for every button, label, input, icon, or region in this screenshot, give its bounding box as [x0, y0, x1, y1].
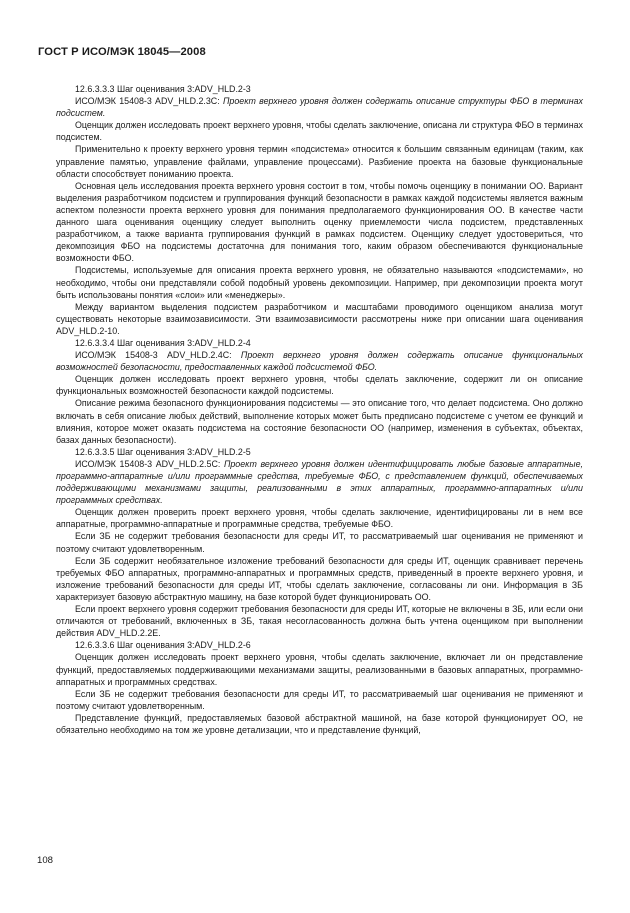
body-paragraph: Основная цель исследования проекта верхнего уровня состоит в том, чтобы помочь оценщику в понимании ОО. Вариант выделения разработчиком подсистем и группирования функций безопасности в рамках каждой подсистемы является важным аспектом полезности проекта верхнего уровня для понимания предполагаемого функционирования ОО. В качестве части данного шага оценивания оценщику следует выполнить оценку приемлемости числа подсистем, представленных разработчиком, а также варианта группирования функций в рамках подсистем. Оценщику следует удостовериться, что декомпозиция ФБО на подсистемы достаточна для понимания того, каким образом обеспечиваются функциональные возможности ФБО. — [56, 180, 583, 264]
body-paragraph: Если проект верхнего уровня содержит требования безопасности для среды ИТ, которые не включены в ЗБ, или если они отличаются от требований, включенных в ЗБ, такая несогласованность должна быть учтена оценщиком при выполнении действия ADV_HLD.2.2Е. — [56, 604, 583, 639]
body-paragraph: Применительно к проекту верхнего уровня термин «подсистема» относится к большим связанным единицам (таким, как управление памятью, управление файлами, управление процессами). Разбиение проекта на базовые функциональные области способствует пониманию проекта. — [56, 144, 583, 179]
body-paragraph: Если ЗБ не содержит требования безопасности для среды ИТ, то рассматриваемый шаг оценивания не применяют и поэтому считают удовлетворенным. — [56, 688, 583, 711]
body-paragraph: Между вариантом выделения подсистем разработчиком и масштабами проводимого оценщиком анализа могут существовать некоторые взаимозависимости. Эти взаимозависимости рассмотрены ниже при описании шага оценивания ADV_HLD.2-10. — [56, 301, 583, 336]
body-paragraph: Подсистемы, используемые для описания проекта верхнего уровня, не обязательно называются «подсистемами», но необходимо, чтобы они представляли собой подобный уровень декомпозиции. Например, при декомпозиции проекта могут быть использованы понятия «слои» или «менеджеры». — [56, 265, 583, 300]
body-paragraph: Оценщик должен исследовать проект верхнего уровня, чтобы сделать заключение, содержит ли он описание функциональных возможностей безопасности каждой подсистемы. — [56, 374, 583, 397]
section-heading: 12.6.3.3.5 Шаг оценивания 3:ADV_HLD.2-5 — [75, 446, 251, 457]
body-paragraph: Оценщик должен проверить проект верхнего уровня, чтобы сделать заключение, идентифицированы ли в нем все аппаратные, программно-аппаратные и программные средства, требуемые ФБО. — [56, 507, 583, 530]
body-paragraph: Если ЗБ содержит необязательное изложение требований безопасности для среды ИТ, оценщик сравнивает перечень требуемых ФБО аппаратных, программно-аппаратных и программных средств, приведенный в проекте верхнего уровня, и изложение требований безопасности для среды ИТ, чтобы сделать заключение, согласованы ли они. Информация в ЗБ характеризует базовую абстрактную машину, на базе которой будет функционировать ОО. — [56, 555, 583, 602]
section-heading: 12.6.3.3.6 Шаг оценивания 3:ADV_HLD.2-6 — [75, 640, 251, 651]
body-paragraph: Оценщик должен исследовать проект верхнего уровня, чтобы сделать заключение, включает ли он представление функций, предоставляемых поддерживающими механизмами защиты, реализованными в базовых аппаратных, программно-аппаратных и программных средствах. — [56, 652, 583, 687]
requirement-paragraph: ИСО/МЭК 15408-3 ADV_HLD.2.5С: Проект верхнего уровня должен идентифицировать любые базовые аппаратные, программно-аппаратные и/или программные средства, требуемые ФБО, с представлением функций, обеспечиваемых поддерживающими механизмами защиты, реализованными в этих аппаратных, программно-аппаратных и/или программных средствах. — [56, 458, 583, 506]
section-heading: 12.6.3.3.4 Шаг оценивания 3:ADV_HLD.2-4 — [75, 337, 251, 348]
document-header: ГОСТ Р ИСО/МЭК 18045—2008 — [38, 46, 206, 58]
section-heading: 12.6.3.3.3 Шаг оценивания 3:ADV_HLD.2-3 — [75, 84, 251, 94]
body-paragraph: Если ЗБ не содержит требования безопасности для среды ИТ, то рассматриваемый шаг оценивания не применяют и поэтому считают удовлетворенным. — [56, 531, 583, 554]
requirement-paragraph: ИСО/МЭК 15408-3 ADV_HLD.2.3С: Проект верхнего уровня должен содержать описание структуры ФБО в терминах подсистем. — [56, 96, 583, 119]
body-paragraph: Представление функций, предоставляемых базовой абстрактной машиной, на базе которой функционирует ОО, не обязательно необходимо на том же уровне детализации, что и представление функций, — [56, 712, 583, 735]
document-body — [56, 83, 583, 736]
page-number: 108 — [37, 855, 54, 866]
requirement-paragraph: ИСО/МЭК 15408-3 ADV_HLD.2.4С: Проект верхнего уровня должен содержать описание функциональных возможностей безопасности, предоставленных каждой подсистемой ФБО. — [56, 350, 583, 373]
body-paragraph: Описание режима безопасного функционирования подсистемы — это описание того, что делает подсистема. Оно должно включать в себя описание любых действий, выполнение которых может быть предписано подсистеме с учетом ее функций и влияния, которое может оказать подсистема на состояние безопасности ОО (например, изменения в субъектах, объектах, базах данных безопасности). — [56, 398, 583, 445]
body-paragraph: Оценщик должен исследовать проект верхнего уровня, чтобы сделать заключение, описана ли структура ФБО в терминах подсистем. — [56, 120, 583, 143]
